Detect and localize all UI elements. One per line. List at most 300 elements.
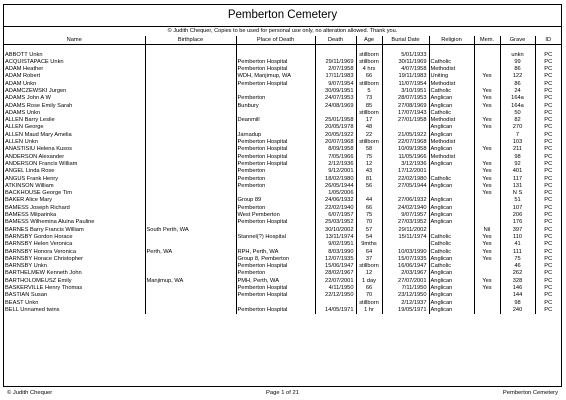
cell-id: PC — [535, 278, 561, 285]
cell-age: 43 — [356, 168, 382, 175]
cell-birthplace — [145, 117, 236, 124]
cell-age: stillborn — [356, 52, 382, 59]
table-row — [4, 234, 561, 241]
cell-grave: 86 — [500, 81, 535, 88]
cell-id: PC — [535, 256, 561, 263]
cell-religion: Anglican — [429, 212, 474, 219]
cell-age: 5 — [356, 88, 382, 95]
cell-death-date: 22/07/2001 — [315, 278, 356, 285]
cell-memorial: Yes — [474, 278, 500, 285]
cell-grave: 50 — [500, 110, 535, 117]
cell-name: BARNSBY Honora Veronica — [5, 248, 77, 255]
cell-place-of-death — [236, 110, 315, 117]
cell-grave: 82 — [500, 117, 535, 124]
cell-id: PC — [535, 183, 561, 190]
page-title: Pemberton Cemetery — [4, 5, 561, 27]
table-row — [4, 292, 561, 299]
cell-id: PC — [535, 300, 561, 307]
cell-religion — [429, 227, 474, 234]
cell-age: 56 — [356, 183, 382, 190]
cell-name: ADAMS John A W — [5, 95, 51, 102]
cell-burial-date: 2/12/1937 — [382, 300, 429, 307]
cell-death-date — [315, 110, 356, 117]
cell-memorial: Yes — [474, 117, 500, 124]
cell-birthplace — [145, 285, 236, 292]
page-footer — [3, 389, 562, 398]
column-header-religion: Religion — [429, 36, 474, 45]
cell-religion: Anglican — [429, 146, 474, 153]
cell-place-of-death: Pemberton Hospital — [236, 154, 315, 161]
cell-burial-date — [382, 241, 429, 248]
cell-place-of-death: RPH, Perth, WA — [236, 249, 315, 256]
cell-birthplace — [145, 132, 236, 139]
cell-burial-date: 17/12/2001 — [382, 168, 429, 175]
cell-age: 66 — [356, 285, 382, 292]
cell-age: 48 — [356, 124, 382, 131]
cell-place-of-death: West Pemberton — [236, 212, 315, 219]
cell-age: 12 — [356, 161, 382, 168]
cell-id: PC — [535, 95, 561, 102]
cell-death-date: 25/01/1958 — [315, 117, 356, 124]
cell-burial-date: 4/07/1958 — [382, 66, 429, 73]
cell-burial-date: 7/11/1950 — [382, 285, 429, 292]
cell-grave: 270 — [500, 124, 535, 131]
cell-age: stillborn — [356, 110, 382, 117]
cell-age: 58 — [356, 146, 382, 153]
cell-id: PC — [535, 110, 561, 117]
cell-grave: 122 — [500, 73, 535, 80]
column-header-mem: Mem. — [474, 36, 500, 45]
cell-grave: 86 — [500, 66, 535, 73]
cell-grave: 46 — [500, 263, 535, 270]
cell-age: 70 — [356, 292, 382, 299]
cell-burial-date: 27/07/2001 — [382, 278, 429, 285]
cell-place-of-death: Pemberton — [236, 95, 315, 102]
cell-age: 81 — [356, 176, 382, 183]
table-row — [4, 300, 561, 307]
cell-birthplace — [145, 103, 236, 110]
cell-name: ADAMS Unkn — [5, 109, 41, 116]
cell-grave: N S — [500, 190, 535, 197]
cell-grave: 103 — [500, 139, 535, 146]
table-row — [4, 263, 561, 270]
cell-religion: Catholic — [429, 249, 474, 256]
cell-birthplace — [145, 66, 236, 73]
cell-name: BACKHOUSE George Tim — [5, 190, 73, 197]
cell-place-of-death: Pemberton Hospital — [236, 263, 315, 270]
cell-place-of-death: Pemberton Hospital — [236, 292, 315, 299]
cell-birthplace — [145, 146, 236, 153]
cell-grave: 7 — [500, 132, 535, 139]
cell-name: ABBOTT Unkn — [5, 51, 43, 58]
cell-birthplace — [145, 88, 236, 95]
table-row — [4, 227, 561, 234]
cell-memorial — [474, 110, 500, 117]
cell-memorial — [474, 292, 500, 299]
table-row — [4, 124, 561, 131]
cell-id: PC — [535, 66, 561, 73]
cell-name: ANGEL Linda Rose — [5, 168, 55, 175]
cell-name: ALLEN Maud Mary Amelia — [5, 131, 72, 138]
cell-religion — [429, 190, 474, 197]
cell-birthplace — [145, 263, 236, 270]
cell-grave: 98 — [500, 300, 535, 307]
cell-religion: Anglican — [429, 197, 474, 204]
cell-place-of-death — [236, 124, 315, 131]
cell-death-date: 2/07/1958 — [315, 66, 356, 73]
table-row — [4, 52, 561, 59]
cell-religion: Anglican — [429, 205, 474, 212]
cell-death-date: 9/02/1951 — [315, 241, 356, 248]
cell-grave: 164a — [500, 103, 535, 110]
cell-grave: 240 — [500, 307, 535, 314]
cell-grave: 176 — [500, 219, 535, 226]
cell-birthplace — [145, 161, 236, 168]
cell-id: PC — [535, 81, 561, 88]
cell-memorial — [474, 132, 500, 139]
cell-birthplace — [145, 124, 236, 131]
cell-religion: Methodist — [429, 66, 474, 73]
cell-birthplace — [145, 81, 236, 88]
cell-age: 1 day — [356, 278, 382, 285]
cell-burial-date: 23/12/1950 — [382, 292, 429, 299]
cell-burial-date: 28/07/1953 — [382, 95, 429, 102]
cell-memorial: Yes — [474, 234, 500, 241]
cell-grave: 117 — [500, 176, 535, 183]
cell-id: PC — [535, 132, 561, 139]
cell-death-date: 20/07/1968 — [315, 139, 356, 146]
cell-death-date: 20/05/1978 — [315, 124, 356, 131]
cell-name: BARNSBY Horace Christopher — [5, 255, 83, 262]
cell-name: ANDERSON Alexander — [5, 153, 65, 160]
cell-birthplace — [145, 59, 236, 66]
table-row — [4, 190, 561, 197]
cell-memorial: Yes — [474, 124, 500, 131]
cell-place-of-death: Pemberton Hospital — [236, 66, 315, 73]
cell-memorial: Yes — [474, 285, 500, 292]
cell-birthplace — [145, 205, 236, 212]
cell-name: ADAMS Rose Emily Sarah — [5, 102, 73, 109]
table-row — [4, 73, 561, 80]
cell-name: BAMESS Joseph Richard — [5, 204, 70, 211]
cell-birthplace — [145, 270, 236, 277]
cell-age: 66 — [356, 205, 382, 212]
table-row — [4, 139, 561, 146]
cell-burial-date: 9/07/1957 — [382, 212, 429, 219]
cell-religion: Anglican — [429, 95, 474, 102]
cell-age: 57 — [356, 227, 382, 234]
cell-place-of-death: Pemberton — [236, 183, 315, 190]
table-row — [4, 66, 561, 73]
cell-memorial — [474, 139, 500, 146]
cell-burial-date: 19/05/1971 — [382, 307, 429, 314]
cell-burial-date: 27/08/1969 — [382, 103, 429, 110]
table-row — [4, 95, 561, 102]
column-header-age: Age — [356, 36, 382, 45]
cell-grave: 92 — [500, 161, 535, 168]
cell-religion: Methodist — [429, 117, 474, 124]
cell-burial-date: 27/05/1944 — [382, 183, 429, 190]
cell-memorial — [474, 52, 500, 59]
cell-death-date: 24/07/1953 — [315, 95, 356, 102]
cell-death-date: 29/11/1969 — [315, 59, 356, 66]
cell-burial-date: 22/02/1980 — [382, 176, 429, 183]
table-row — [4, 256, 561, 263]
cell-death-date: 25/03/1952 — [315, 219, 356, 226]
cell-name: BAMESS Wilhemina Aluina Pauline — [5, 219, 95, 226]
cell-id: PC — [535, 73, 561, 80]
cell-birthplace: Manjimup, WA — [145, 278, 236, 285]
cell-memorial — [474, 263, 500, 270]
cell-place-of-death: Jarnadup — [236, 132, 315, 139]
cell-place-of-death — [236, 241, 315, 248]
cell-age: 12 — [356, 270, 382, 277]
cell-name: BAMESS Milparinka — [5, 212, 57, 219]
cell-grave: 397 — [500, 227, 535, 234]
cell-burial-date: 11/07/1954 — [382, 81, 429, 88]
cell-religion: Catholic — [429, 110, 474, 117]
cell-burial-date: 15/07/1935 — [382, 256, 429, 263]
cell-memorial: Yes — [474, 176, 500, 183]
cell-burial-date: 2/03/1967 — [382, 270, 429, 277]
cell-religion: Uniting — [429, 73, 474, 80]
cell-memorial — [474, 205, 500, 212]
cell-burial-date: 22/07/1968 — [382, 139, 429, 146]
cell-name: BAKER Alice Mary — [5, 197, 53, 204]
cell-burial-date: 29/11/2002 — [382, 227, 429, 234]
cell-place-of-death: Pemberton — [236, 270, 315, 277]
cell-age: stillborn — [356, 300, 382, 307]
cell-memorial: Yes — [474, 190, 500, 197]
cell-death-date: 28/02/1967 — [315, 270, 356, 277]
cell-memorial — [474, 66, 500, 73]
cell-id: PC — [535, 212, 561, 219]
cell-religion: Anglican — [429, 103, 474, 110]
cell-id: PC — [535, 59, 561, 66]
cell-religion: Methodist — [429, 81, 474, 88]
cell-id: PC — [535, 88, 561, 95]
cell-birthplace — [145, 197, 236, 204]
cell-age: 1 hr — [356, 307, 382, 314]
cell-religion: Catholic — [429, 59, 474, 66]
cell-grave: 99 — [500, 59, 535, 66]
cell-grave: 107 — [500, 205, 535, 212]
cell-religion: Anglican — [429, 307, 474, 314]
cell-place-of-death: Group 89 — [236, 197, 315, 204]
cell-place-of-death: Group 8, Pemberton — [236, 256, 315, 263]
cell-id: PC — [535, 139, 561, 146]
cell-birthplace — [145, 176, 236, 183]
cell-name: ADAMCZEWSKI Jurgen — [5, 87, 67, 94]
cell-id: PC — [535, 263, 561, 270]
cell-death-date: 7/05/1966 — [315, 154, 356, 161]
cell-grave: 328 — [500, 278, 535, 285]
cell-burial-date: 24/02/1940 — [382, 205, 429, 212]
cell-burial-date: 11/05/1966 — [382, 154, 429, 161]
cell-age: 64 — [356, 249, 382, 256]
cell-death-date: 20/05/1922 — [315, 132, 356, 139]
table-row — [4, 307, 561, 314]
table-row — [4, 103, 561, 110]
cell-age: 22 — [356, 132, 382, 139]
cell-birthplace — [145, 154, 236, 161]
cell-id: PC — [535, 190, 561, 197]
table-spacer-row — [4, 45, 561, 52]
cell-place-of-death: WDH, Manjimup, WA — [236, 73, 315, 80]
cell-place-of-death: Pemberton Hospital — [236, 285, 315, 292]
cell-place-of-death: Pemberton Hospital — [236, 219, 315, 226]
table-body — [4, 45, 561, 315]
cell-grave: 41 — [500, 241, 535, 248]
cell-name: ANASTISIU Helena Kusos — [5, 146, 73, 153]
cell-name: BARNSBY Helen Veronica — [5, 241, 73, 248]
cell-burial-date: 30/11/1969 — [382, 59, 429, 66]
copyright-notice: © Judith Chequer, Copies to be used for personal use only, no alteration allowed. Thank you. — [167, 28, 398, 34]
cell-grave: 24 — [500, 88, 535, 95]
cell-place-of-death: Pemberton — [236, 176, 315, 183]
cell-death-date: 22/02/1940 — [315, 205, 356, 212]
table-row — [4, 146, 561, 153]
cell-id: PC — [535, 270, 561, 277]
column-header-burial-date: Burial Date — [382, 36, 429, 45]
cell-birthplace — [145, 234, 236, 241]
cell-birthplace — [145, 139, 236, 146]
cell-place-of-death: Pemberton Hospital — [236, 81, 315, 88]
cell-age: stillborn — [356, 263, 382, 270]
cell-name: BARTHOLOMEUSZ Emily — [5, 277, 72, 284]
cell-age: stillborn — [356, 139, 382, 146]
cell-burial-date: 10/09/1958 — [382, 146, 429, 153]
cell-religion: Methodist — [429, 139, 474, 146]
cell-name: BARTHELMEW Kenneth John — [5, 270, 82, 277]
cell-id: PC — [535, 292, 561, 299]
cell-place-of-death — [236, 52, 315, 59]
table-row — [4, 88, 561, 95]
cell-memorial — [474, 212, 500, 219]
cell-name: BEAST Unkn — [5, 299, 39, 306]
cell-death-date: 13/11/1974 — [315, 234, 356, 241]
cell-memorial: Yes — [474, 249, 500, 256]
cell-grave: 164a — [500, 95, 535, 102]
cell-age: 4 hrs — [356, 66, 382, 73]
cell-age: 70 — [356, 219, 382, 226]
table-row — [4, 197, 561, 204]
cell-age: stillborn — [356, 59, 382, 66]
cell-id: PC — [535, 219, 561, 226]
cell-religion: Anglican — [429, 132, 474, 139]
cell-birthplace — [145, 190, 236, 197]
cell-religion: Anglican — [429, 300, 474, 307]
table-row — [4, 205, 561, 212]
cell-death-date — [315, 300, 356, 307]
footer-copyright: © Judith Chequer — [7, 390, 53, 396]
cell-name: BARNSBY Unkn — [5, 263, 47, 270]
cell-age: 73 — [356, 95, 382, 102]
cell-grave: 110 — [500, 234, 535, 241]
table-header-row — [4, 36, 561, 45]
cell-birthplace — [145, 300, 236, 307]
cell-memorial: Yes — [474, 168, 500, 175]
cell-name: ANDERSON Francis William — [5, 160, 78, 167]
cell-age: 66 — [356, 73, 382, 80]
cell-name: ADAM Heather — [5, 66, 44, 73]
cell-place-of-death: Pemberton Hospital — [236, 307, 315, 314]
cell-memorial: Yes — [474, 241, 500, 248]
table-row — [4, 241, 561, 248]
cell-burial-date — [382, 124, 429, 131]
cell-religion: Anglican — [429, 270, 474, 277]
cell-id: PC — [535, 124, 561, 131]
cell-death-date — [315, 52, 356, 59]
column-header-place-of-death: Place of Death — [236, 36, 315, 45]
cell-name: BASKERVILLE Henry Thomas — [5, 285, 83, 291]
cell-age: 9mths — [356, 241, 382, 248]
cell-death-date: 8/03/1990 — [315, 249, 356, 256]
cell-grave: 262 — [500, 270, 535, 277]
cell-birthplace — [145, 168, 236, 175]
cell-place-of-death: Pemberton Hospital — [236, 59, 315, 66]
cell-burial-date: 27/03/1952 — [382, 219, 429, 226]
cell-grave: 75 — [500, 256, 535, 263]
cell-id: PC — [535, 117, 561, 124]
cell-memorial: Nil — [474, 227, 500, 234]
cell-memorial — [474, 81, 500, 88]
cell-death-date: 18/02/1980 — [315, 176, 356, 183]
cell-id: PC — [535, 146, 561, 153]
cell-name: ALLEN Unkn — [5, 139, 38, 146]
table-row — [4, 117, 561, 124]
cell-age: stillborn — [356, 81, 382, 88]
table-row — [4, 161, 561, 168]
footer-page-number: Page 1 of 21 — [266, 390, 299, 396]
cell-death-date: 4/11/1950 — [315, 285, 356, 292]
cell-birthplace — [145, 219, 236, 226]
cell-place-of-death: Pemberton — [236, 168, 315, 175]
cell-grave: 111 — [500, 249, 535, 256]
cell-birthplace — [145, 307, 236, 314]
table-row — [4, 81, 561, 88]
table-row — [4, 278, 561, 285]
cell-place-of-death: Stannel(?) Hospital — [236, 234, 315, 241]
cell-death-date: 30/09/1951 — [315, 88, 356, 95]
table-row — [4, 219, 561, 226]
cell-burial-date: 15/11/1974 — [382, 234, 429, 241]
cell-birthplace: Perth, WA — [145, 249, 236, 256]
table-row — [4, 270, 561, 277]
cell-burial-date: 19/11/1983 — [382, 73, 429, 80]
cell-birthplace — [145, 292, 236, 299]
cell-place-of-death — [236, 227, 315, 234]
table-row — [4, 168, 561, 175]
cell-name: ATKINSON William — [5, 182, 54, 189]
cell-memorial — [474, 300, 500, 307]
cell-place-of-death: Pemberton — [236, 205, 315, 212]
table-row — [4, 110, 561, 117]
cell-religion: Anglican — [429, 161, 474, 168]
cell-religion: Anglican — [429, 219, 474, 226]
cell-place-of-death — [236, 190, 315, 197]
cell-name: ACQUISTAPACE Unkn — [5, 58, 64, 65]
cell-memorial — [474, 59, 500, 66]
cell-id: PC — [535, 154, 561, 161]
cell-id: PC — [535, 249, 561, 256]
cell-religion: Anglican — [429, 124, 474, 131]
table-row — [4, 285, 561, 292]
table-row — [4, 132, 561, 139]
cell-burial-date: 17/07/1943 — [382, 110, 429, 117]
cell-grave: 98 — [500, 154, 535, 161]
cell-religion: Catholic — [429, 234, 474, 241]
